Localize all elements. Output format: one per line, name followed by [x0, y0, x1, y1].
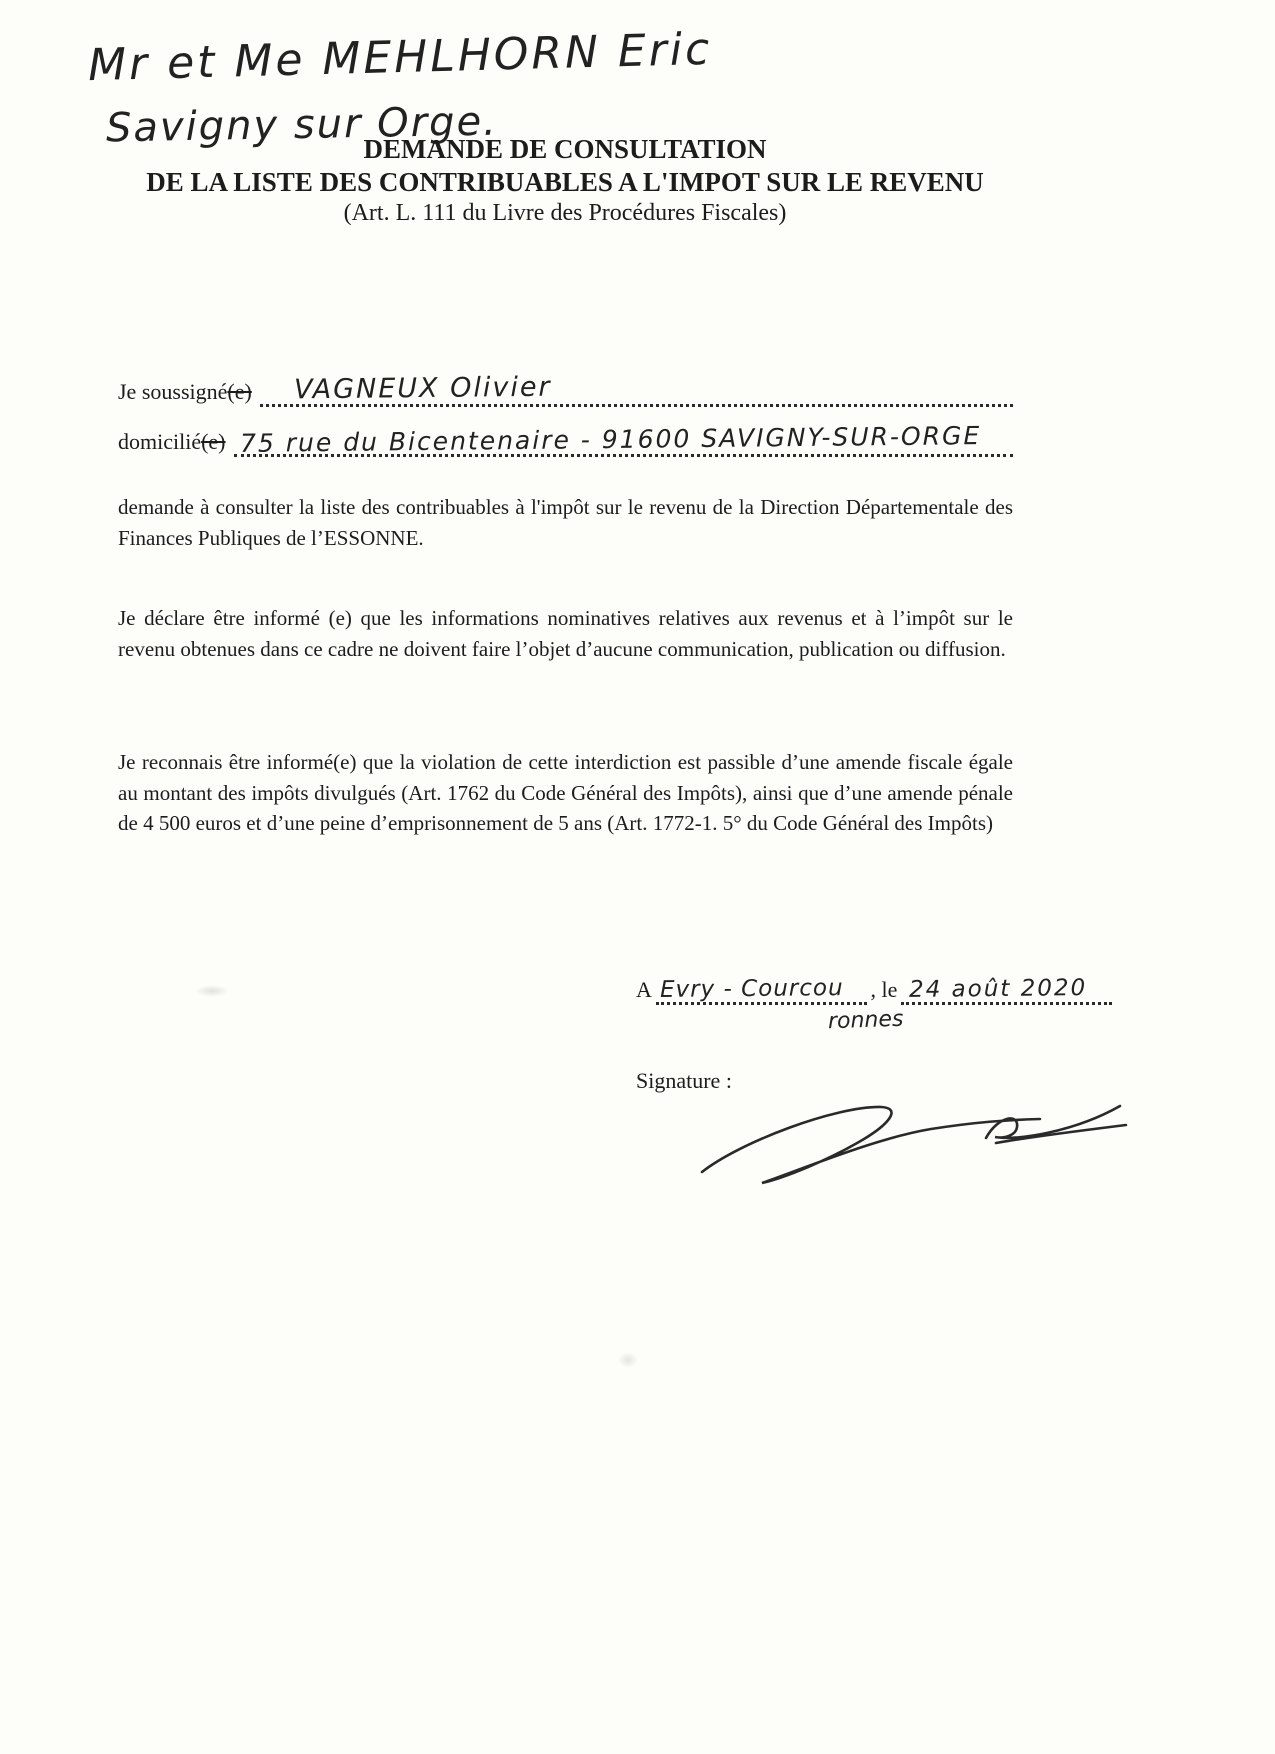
field-domicilie-dotted-line	[234, 420, 1013, 457]
date-dotted-line	[901, 972, 1112, 1005]
scan-smudge	[195, 985, 229, 997]
field-soussigne-label	[118, 379, 252, 407]
place-dotted-line	[656, 972, 867, 1005]
handwritten-name: VAGNEUX Olivier	[293, 371, 552, 406]
handwritten-signature	[688, 1086, 1128, 1186]
field-soussigne-struck-suffix: (e)	[227, 379, 252, 404]
place-prefix: A	[636, 977, 652, 1002]
signature-label: Signature :	[636, 1068, 732, 1093]
paragraph-penalties: Je reconnais être informé(e) que la violation de cette interdiction est passible d’une amende fiscale égale au montant des impôts divulgués (Art. 1762 du Code Général des Impôts), ainsi que d’une amende pénale de 4 500 euros et d’une peine d’emprisonnement de 5 ans (Art. 1772-1. 5° du Code Général des Impôts)	[118, 750, 1013, 835]
paragraph-request: demande à consulter la liste des contribuables à l'impôt sur le revenu de la Direction Départementale des Finances Publiques de l’ESSONNE.	[118, 495, 1013, 550]
date-separator: , le	[870, 977, 898, 1002]
handwritten-date: 24 août 2020	[909, 975, 1088, 1003]
document-title-line2: DE LA LISTE DES CONTRIBUABLES A L'IMPOT SUR LE REVENU	[146, 167, 984, 197]
scan-smudge	[618, 1352, 638, 1368]
field-soussigne-label-text: Je soussigné	[118, 379, 228, 404]
handwritten-header-city: Savigny sur Orge.	[105, 98, 499, 152]
handwritten-address: 75 rue du Bicentenaire - 91600 SAVIGNY-SUR-ORGE	[239, 421, 981, 458]
field-domicilie-label	[118, 429, 226, 457]
document-title-line1: DEMANDE DE CONSULTATION	[363, 134, 767, 164]
field-soussigne-dotted-line	[260, 370, 1013, 407]
place-and-date-line	[636, 972, 1116, 1005]
handwritten-place-wrap: ronnes	[827, 1006, 904, 1035]
document-subtitle: (Art. L. 111 du Livre des Procédures Fiscales)	[343, 200, 787, 226]
handwritten-place: Evry - Courcou	[659, 975, 844, 1003]
field-soussigne	[118, 370, 1013, 407]
field-domicilie	[118, 420, 1013, 457]
paragraph-declaration: Je déclare être informé (e) que les informations nominatives relatives aux revenus et à l’impôt sur le revenu obtenues dans ce cadre ne doivent faire l’objet d’aucune communication, publication ou diffusion.	[118, 606, 1013, 661]
field-domicilie-label-text: domicilié	[118, 429, 202, 454]
field-domicilie-struck-suffix: (e)	[201, 429, 226, 454]
document-title-block	[70, 133, 1060, 227]
handwritten-header-names: Mr et Me MEHLHORN Eric	[87, 23, 713, 92]
